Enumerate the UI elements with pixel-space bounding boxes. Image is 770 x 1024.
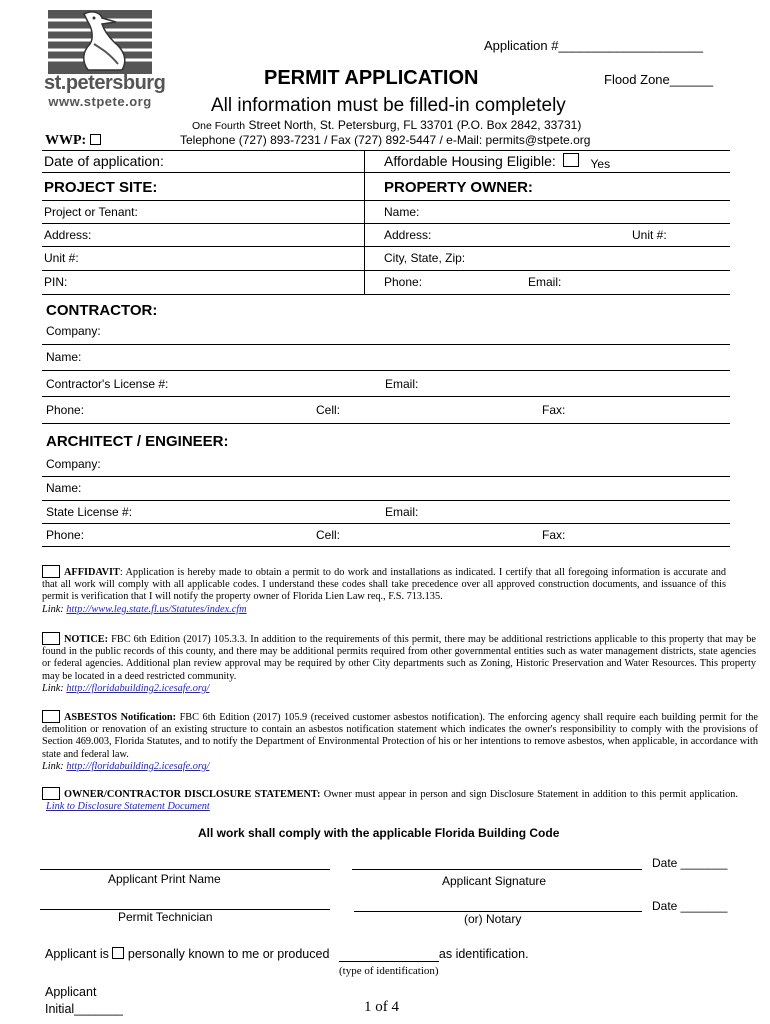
owner-email-field[interactable]: Email: [528,275,562,289]
notice-text: NOTICE: FBC 6th Edition (2017) 105.3.3. In addition to the requirements of this permit, there may be additional restrictions applicable to this property that may be found in the public records of this county, and there may be additional permits required from other governmental entities such as water management districts, state agencies or federal agencies. Additional plan review approval may be required by other City departments such as Zoning, Historic Preservation and Water Resources. This property may be located in a deed restricted community. Link: http://floridabuilding2.icesafe.org/ [42,634,756,694]
contractor-email-field[interactable]: Email: [385,377,419,391]
address-text: Street North, St. Petersburg, FL 33701 (P.O. Box 2842, 33731) [248,118,582,132]
office-address [192,118,581,132]
architect-name-field[interactable]: Name: [46,481,82,495]
identification-line: Applicant is personally known to me or produced as identification. [45,947,529,961]
office-contact: Telephone (727) 893-7231 / Fax (727) 892-5447 / e-Mail: permits@stpete.org [180,133,591,147]
contractor-fax-field[interactable]: Fax: [542,403,566,417]
date-of-application-label: Date of application: [44,153,164,169]
owner-unit-field[interactable]: Unit #: [632,228,667,242]
wwp-label: WWP: [45,133,87,148]
comply-statement: All work shall comply with the applicable Florida Building Code [198,826,560,840]
contractor-name-field[interactable]: Name: [46,350,82,364]
page-subtitle: All information must be filled-in completely [211,95,566,116]
contractor-heading: CONTRACTOR: [46,302,158,319]
contractor-phone-field[interactable]: Phone: [46,403,85,417]
pelican-logo-icon [44,8,156,76]
address-prefix: One Fourth [192,120,246,132]
identification-input[interactable] [339,947,439,962]
applicant-initial-field[interactable]: Initial_______ [45,1002,123,1016]
disclosure-link[interactable]: Link to Disclosure Statement Document [46,801,210,813]
affidavit-text: AFFIDAVIT: Application is hereby made to obtain a permit to do work and installations as indicated. I certify that all foregoing information is accurate and that all work will comply with all applicable codes. I understand these codes shall take precedence over all approved construction documents, and issuance of this permit is verification that I will notify the property owner of Florida Lien Law req., F.S. 713.135. Link: http://www.leg.state.fl.us/Statutes/index.cfm [42,567,726,615]
affidavit-link[interactable]: http://www.leg.state.fl.us/Statutes/index.cfm [66,603,247,615]
asbestos-title: ASBESTOS Notification: [64,712,177,723]
city-logo [44,8,166,109]
notary-label: (or) Notary [464,912,522,926]
project-pin-field[interactable]: PIN: [44,275,68,289]
property-owner-heading: PROPERTY OWNER: [384,179,533,196]
owner-address-field[interactable]: Address: [384,228,432,242]
asbestos-link[interactable]: http://floridabuilding2.icesafe.org/ [66,760,210,772]
applicant-signature-label: Applicant Signature [442,874,547,888]
owner-phone-field[interactable]: Phone: [384,275,423,289]
contractor-company-field[interactable]: Company: [46,324,101,338]
project-tenant-field[interactable]: Project or Tenant: [44,205,138,219]
applicant-print-label: Applicant Print Name [108,872,221,886]
architect-fax-field[interactable]: Fax: [542,528,566,542]
affordable-housing-label: Affordable Housing Eligible: Yes [384,153,611,171]
identification-type-label: (type of identification) [339,965,439,977]
project-site-heading: PROJECT SITE: [44,179,158,196]
notice-link[interactable]: http://floridabuilding2.icesafe.org/ [66,682,210,694]
architect-license-field[interactable]: State License #: [46,505,133,519]
wwp-field[interactable] [45,133,101,149]
project-unit-field[interactable]: Unit #: [44,251,79,265]
architect-phone-field[interactable]: Phone: [46,528,85,542]
logo-name: st.petersburg [44,72,166,94]
contractor-license-field[interactable]: Contractor's License #: [46,377,169,391]
date-field-2[interactable]: Date _______ [652,899,728,913]
disclosure-title: OWNER/CONTRACTOR DISCLOSURE STATEMENT: [64,789,321,800]
notice-title: NOTICE: [64,634,109,645]
affordable-housing-checkbox[interactable] [563,153,579,167]
architect-heading: ARCHITECT / ENGINEER: [46,433,229,450]
personally-known-checkbox[interactable] [112,947,124,959]
applicant-signature-line[interactable] [352,869,642,870]
flood-zone-field[interactable]: Flood Zone______ [604,72,714,87]
logo-url: www.stpete.org [48,94,152,109]
affordable-yes-label: Yes [590,157,611,171]
owner-city-field[interactable]: City, State, Zip: [384,251,466,265]
affidavit-title: AFFIDAVIT [64,567,120,578]
architect-email-field[interactable]: Email: [385,505,419,519]
owner-name-field[interactable]: Name: [384,205,420,219]
project-address-field[interactable]: Address: [44,228,92,242]
applicant-print-line[interactable] [40,869,330,870]
wwp-checkbox[interactable] [90,134,101,145]
architect-cell-field[interactable]: Cell: [316,528,341,542]
application-number[interactable]: Application #____________________ [484,38,704,53]
architect-company-field[interactable]: Company: [46,457,101,471]
disclosure-text: OWNER/CONTRACTOR DISCLOSURE STATEMENT: Owner must appear in person and sign Disclosure Statement in addition to this permit application. Link to Disclosure Statement Document [46,789,738,813]
page-number: 1 of 4 [364,999,399,1015]
asbestos-text: ASBESTOS Notification: FBC 6th Edition (2017) 105.9 (received customer asbestos notification). The enforcing agency shall require each building permit for the demolition or renovation of an existing structure to contain an asbestos notification statement which indicates the owner's responsibility to comply with the provisions of Section 469.003, Florida Statutes, and to notify the Department of Environmental Protection of his or her intentions to remove asbestos, when applicable, in accordance with state and federal law. Link: http://floridabuilding2.icesafe.org/ [42,712,759,772]
date-field-1[interactable]: Date _______ [652,856,728,870]
permit-technician-label: Permit Technician [118,910,213,924]
page-title: PERMIT APPLICATION [264,67,479,89]
contractor-cell-field[interactable]: Cell: [316,403,341,417]
applicant-label: Applicant [45,985,97,999]
